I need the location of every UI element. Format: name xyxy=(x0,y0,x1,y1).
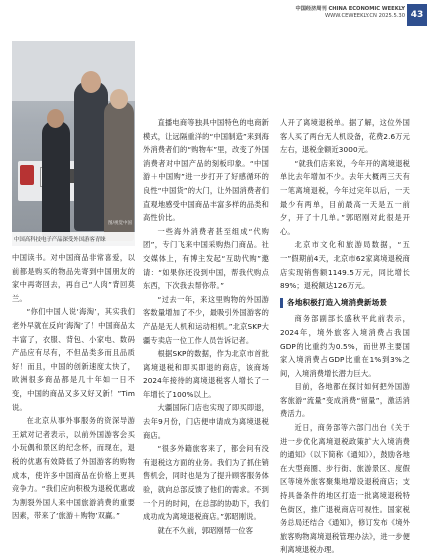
paragraph: “很多外籍旅客来了，都会问有没有退税这方面的业务。我们为了抓住销售机会，同时也是为了提升顾客服务体验，就向总部反馈了他们的需求。不到一个月的时间，在总部的协助下，我们成功成为离境退税商店。”郭昭刚说。 xyxy=(143,444,269,522)
magazine-title: 中国经济周刊 CHINA ECONOMIC WEEKLY xyxy=(295,6,405,12)
photo-credit: 图/视觉中国 xyxy=(107,221,132,226)
section-title: 各地积极打造入境消费新场景 xyxy=(287,297,388,307)
paragraph: 大疆国际门店也实现了即买即退，去年9月份，门店便申请成为离境退税商店。 xyxy=(143,403,269,440)
article-photo xyxy=(12,41,135,246)
paragraph: 就在不久前，郭昭刚帮一位客 xyxy=(157,525,254,535)
column-1 xyxy=(12,251,135,523)
paragraph: 商务部副部长盛秋平此前表示，2024年，境外旅客入境消费占我国GDP的比重约为0.5%，而世界主要国家入境消费占GDP比重在1%到3%之间，入境消费增长潜力巨大。 xyxy=(280,314,410,378)
paragraph: 一些海外消费者甚至组成“代购团”，专门飞来中国采购热门商品。社交媒体上，有博主发起“互助代购”邀请：“如果你还没到中国，帮我代购点东西，下次我去帮你带。” xyxy=(143,226,269,291)
column-3 xyxy=(280,116,410,557)
paragraph: 人开了离境退税单。据了解，这位外国客人买了两台无人机设备，花费2.6万元左右，退税金额近3000元。 xyxy=(280,118,410,155)
column-2 xyxy=(143,116,269,537)
section-heading xyxy=(280,296,410,310)
page-header xyxy=(296,6,405,20)
photo-caption: 中国高科技电子产品深受外国游客青睐 xyxy=(14,237,106,243)
section-bar-icon xyxy=(280,298,283,308)
paragraph: 根据SKP的数据，作为北京市首批离境退税和即买即退的商店，该商场2024年接待的离境退税客人增长了一年增长了100%以上。 xyxy=(143,349,269,399)
paragraph: 近日，商务部等六部门出台《关于进一步优化离境退税政策扩大入境消费的通知》（以下简称《通知》），鼓励各地在大型商圈、步行街、旅游景区、度假区等境外旅客聚集地增设退税商店；支持具备条件的地区打造一批离境退税特色街区，推广退税商店可视性。国家税务总局还结合《通知》，修订发布《境外旅客购物离境退税管理办法》，进一步便利离境退税办理。 xyxy=(280,423,410,555)
page-number: 43 xyxy=(407,4,427,26)
paragraph: 直播电商等独具中国特色的电商新模式，让远隔重洋的“中国制造”来到海外消费者们的“购物车”里，改变了外国消费者对中国产品的刻板印象。“中国游＋中国购”进一步打开了好感循环的良性“中国货”的大门，让外国消费者们直观地感受中国商品丰富多样的品类和高性价比。 xyxy=(143,118,269,223)
paragraph: “过去一年，来这里购物的外国游客数量增加了不少，最吸引外国游客的产品是无人机和运动相机。”北京SKP大疆专卖店一位工作人员告诉记者。 xyxy=(143,294,269,345)
paragraph: 北京市文化和旅游局数据，“五一”假期前4天，北京市62家离境退税商店实现销售额1149.5万元，同比增长89%；退税额达126万元。 xyxy=(280,240,410,291)
paragraph: 目前，各地都在探讨如何把外国游客旅游“流量”变成消费“留量”，激活消费活力。 xyxy=(280,382,410,419)
paragraph: 在北京从事外事服务的资深导游王斌对记者表示，以前外国游客会买小玩偶和景区的纪念杯，而现在，退税的优惠有效降低了外国游客的购物成本，使许多中国商品在价格上更具竞争力。“我们应向积极为退税优惠或为割裂外国人来中国旅游消费的重要因素，带来了‘旅游＋购物’双赢。” xyxy=(12,416,135,521)
paragraph: “就我们店来说，今年开的离境退税单比去年增加不少。去年大概两三天有一笔离境退税，今年过完年以后，一天最少有两单，目前最高一天是五一前夕，开了十几单。”郭昭刚对此很是开心。 xyxy=(280,158,410,236)
magazine-issue: WWW.CEWEEKLY.CN 2025.5.30 xyxy=(325,13,405,19)
paragraph: 中国读书。对中国商品非常喜爱，以前都是购买的物品先寄到中国朋友的家中再寄回去，再自己“人肉”背回莫兰。 xyxy=(12,253,135,303)
paragraph: “你们中国人说‘海淘’，其实我们老外早就在反向‘海淘’了！中国商品太丰富了，衣服、背包、小家电、数码产品应有尽有，不但品类多而且品质好！而且，中国的创新速度太快了，欧洲很多商品都是几十年如一日不变，中国的商品又多又好又新！”Tim说。 xyxy=(12,307,135,412)
